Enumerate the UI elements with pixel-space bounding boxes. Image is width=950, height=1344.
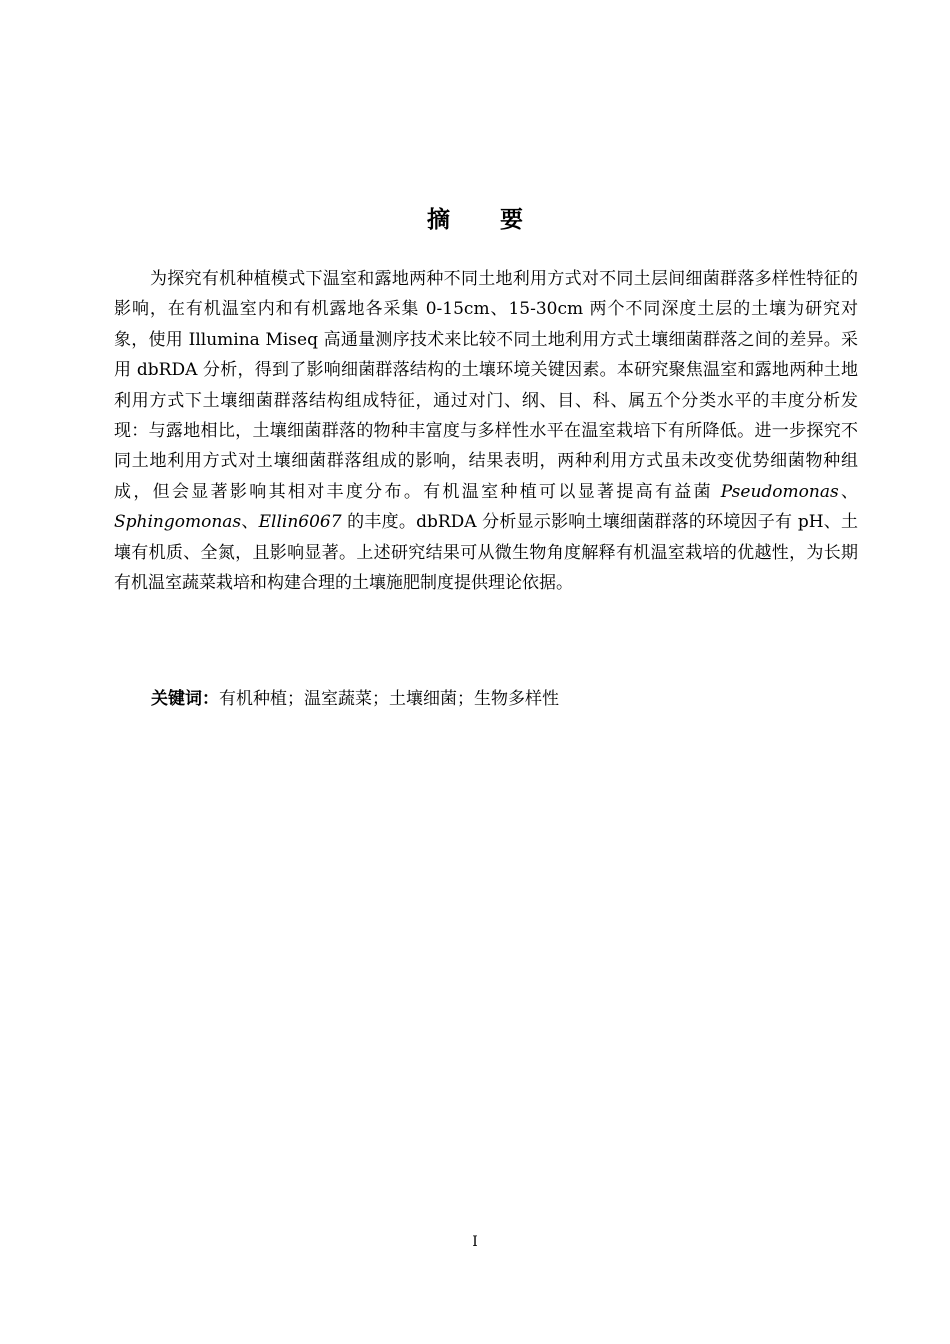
title-char-1: 摘 [427, 207, 450, 233]
keywords-label: 关键词： [151, 689, 219, 709]
taxon-ellin6067: Ellin6067 [258, 512, 342, 533]
title-char-2: 要 [500, 207, 523, 233]
abstract-text-2: 的丰度。dbRDA 分析显示影响土壤细菌群落的环境因子有 pH、土壤有机质、全氮，且影响显著。上述研究结果可从微生物角度解释有机温室栽培的优越性，为长期有机温室蔬菜栽培和构建合理的土壤施肥制度提供理论依据。 [114, 512, 859, 594]
taxon-pseudomonas: Pseudomonas [720, 481, 839, 502]
taxon-separator-2: 、 [241, 512, 259, 533]
keywords-line [151, 684, 858, 714]
page-number: I [472, 1234, 478, 1250]
page-title [0, 203, 950, 237]
taxon-sphingomonas: Sphingomonas [114, 512, 242, 533]
taxon-separator-1: 、 [838, 481, 859, 502]
abstract-paragraph [114, 264, 858, 598]
keywords-text: 有机种植；温室蔬菜；土壤细菌；生物多样性 [219, 689, 559, 709]
abstract-text-1: 为探究有机种植模式下温室和露地两种不同土地利用方式对不同土层间细菌群落多样性特征的影响，在有机温室内和有机露地各采集 0-15cm、15-30cm 两个不同深度土层的土壤为研究对象，使用 Illumina Miseq 高通量测序技术来比较不同土地利用方式土壤细菌群落之间的差异。采用 dbRDA 分析，得到了影响细菌群落结构的土壤环境关键因素。本研究聚焦温室和露地两种土地利用方式下土壤细菌群落结构组成特征，通过对门、纲、目、科、属五个分类水平的丰度分析发现：与露地相比，土壤细菌群落的物种丰富度与多样性水平在温室栽培下有所降低。进一步探究不同土地利用方式对土壤细菌群落组成的影响，结果表明，两种利用方式虽未改变优势细菌物种组成，但会显著影响其相对丰度分布。有机温室种植可以显著提高有益菌 [114, 269, 858, 502]
